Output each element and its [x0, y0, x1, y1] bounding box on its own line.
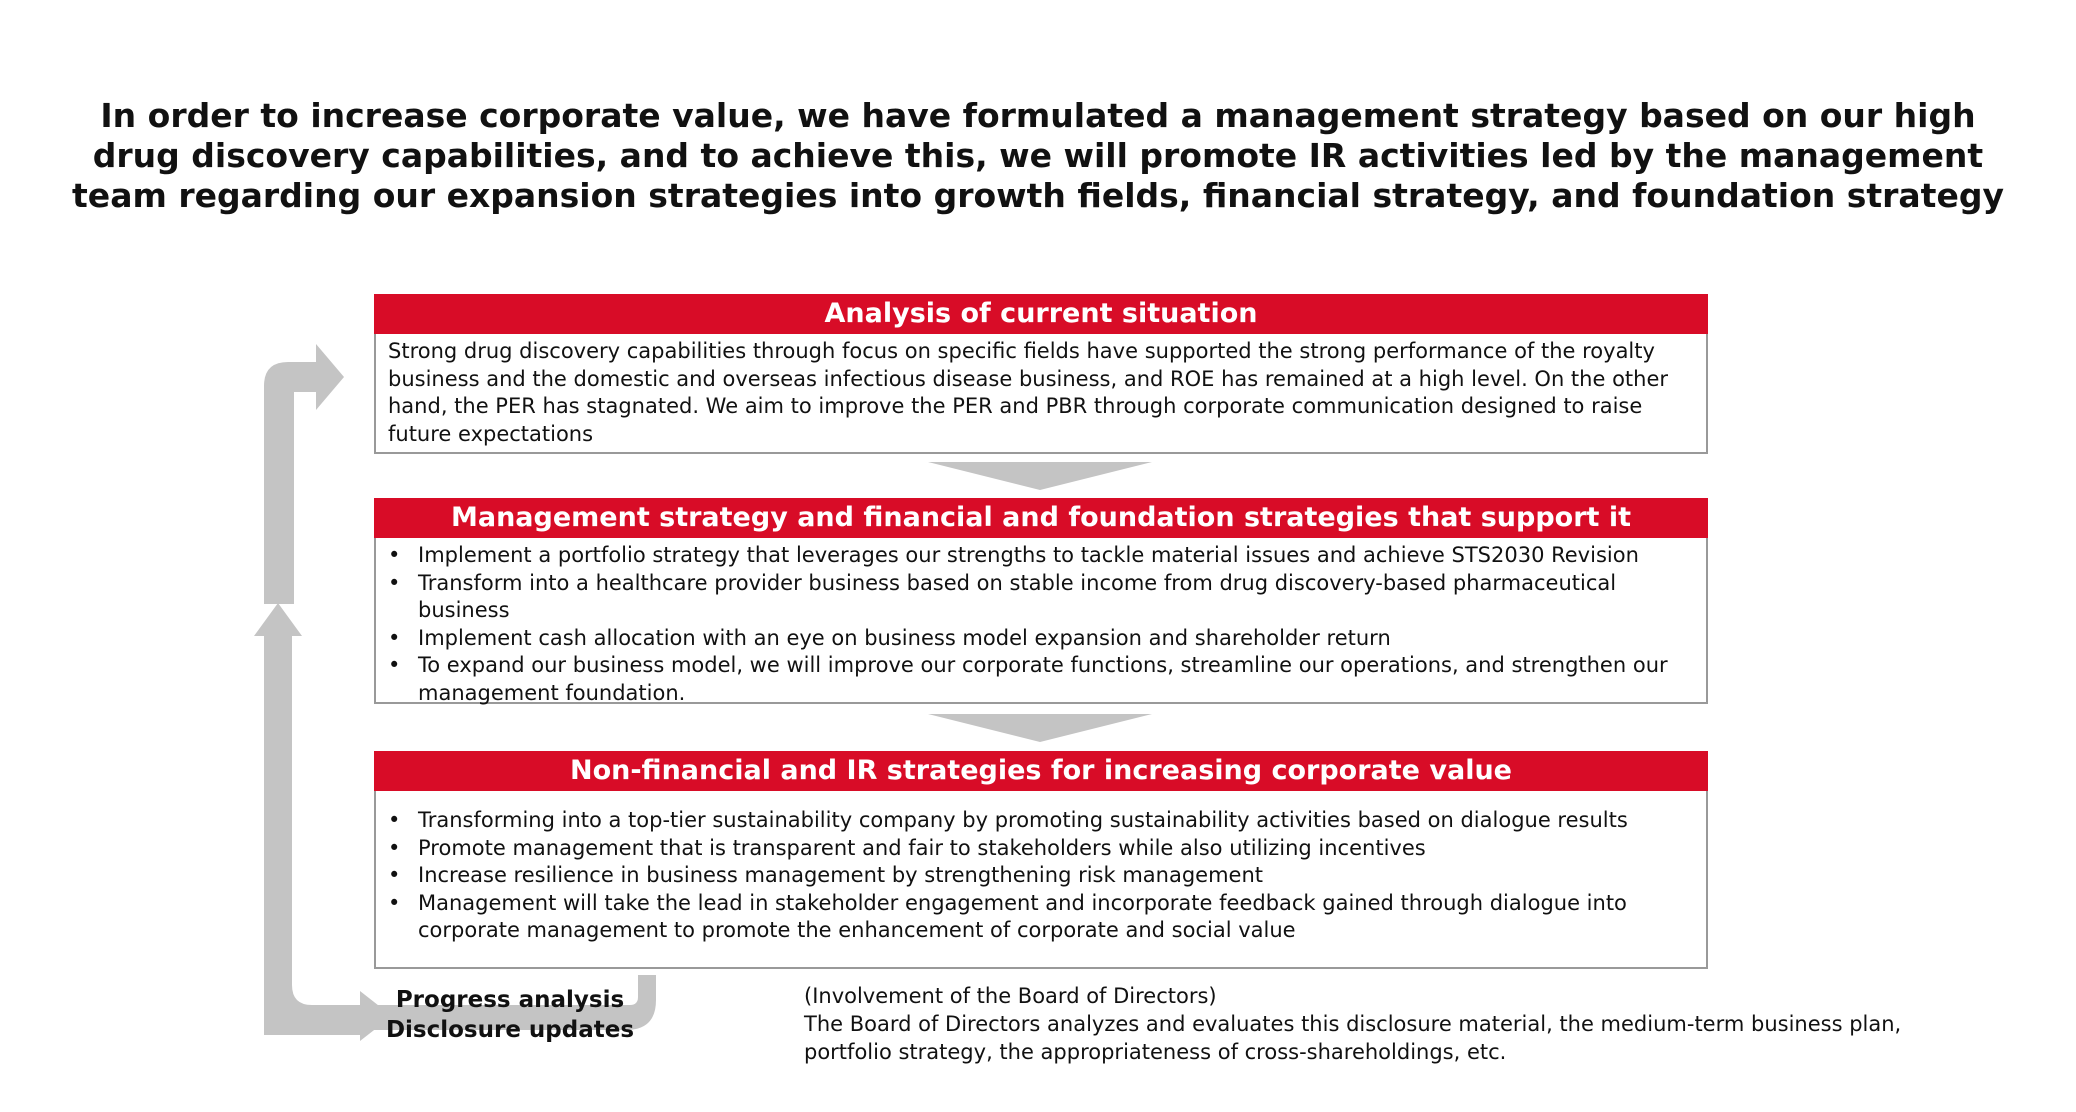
- management-bullet: • Transform into a healthcare provider business based on stable income from drug discovery-based pharmaceutical business: [388, 570, 1694, 625]
- management-strategy-box: [374, 498, 1708, 704]
- management-bullet: • To expand our business model, we will improve our corporate functions, streamline our operations, and strengthen our management foundation.: [388, 652, 1694, 707]
- page-headline: In order to increase corporate value, we have formulated a management strategy based on our high drug discovery capabilities, and to achieve this, we will promote IR activities led by the management team regarding our expansion strategies into growth fields, financial strategy, and foundation strategy: [72, 96, 2004, 215]
- loop-arrow-top: [264, 344, 344, 604]
- flow-chevron-icon: [928, 714, 1152, 744]
- analysis-box: [374, 294, 1708, 454]
- management-bullet: • Implement a portfolio strategy that leverages our strengths to tackle material issues and achieve STS2030 Revision: [388, 542, 1694, 570]
- non-financial-bullet: • Increase resilience in business management by strengthening risk management: [388, 862, 1694, 890]
- board-heading: (Involvement of the Board of Directors): [804, 984, 1217, 1008]
- non-financial-bullet: • Transforming into a top-tier sustainability company by promoting sustainability activities based on dialogue results: [388, 807, 1694, 835]
- non-financial-box: [374, 751, 1708, 969]
- analysis-title: Analysis of current situation: [374, 294, 1708, 334]
- board-text-line: The Board of Directors analyzes and evaluates this disclosure material, the medium-term business plan,: [804, 1012, 1902, 1036]
- non-financial-title: Non-financial and IR strategies for increasing corporate value: [374, 751, 1708, 791]
- board-involvement-note: [804, 982, 2004, 1066]
- non-financial-bullet: • Promote management that is transparent and fair to stakeholders while also utilizing incentives: [388, 835, 1694, 863]
- analysis-text: Strong drug discovery capabilities through focus on specific fields have supported the strong performance of the royalty business and the domestic and overseas infectious disease business, and ROE has remained at a high level. On the other hand, the PER has stagnated. We aim to improve the PER and PBR through corporate communication designed to raise future expectations: [388, 339, 1669, 446]
- disclosure-updates-label: Disclosure updates: [385, 1017, 635, 1043]
- flow-chevron-icon: [928, 462, 1152, 492]
- loop-arrow-main: [254, 603, 392, 1041]
- progress-analysis-label: Progress analysis: [395, 987, 625, 1013]
- progress-label: [380, 985, 640, 1045]
- management-strategy-title: Management strategy and financial and foundation strategies that support it: [374, 498, 1708, 538]
- non-financial-bullet: • Management will take the lead in stakeholder engagement and incorporate feedback gained through dialogue into corporate management to promote the enhancement of corporate and social value: [388, 890, 1694, 945]
- board-text-line: portfolio strategy, the appropriateness of cross-shareholdings, etc.: [804, 1040, 1507, 1064]
- management-bullet: • Implement cash allocation with an eye on business model expansion and shareholder return: [388, 625, 1694, 653]
